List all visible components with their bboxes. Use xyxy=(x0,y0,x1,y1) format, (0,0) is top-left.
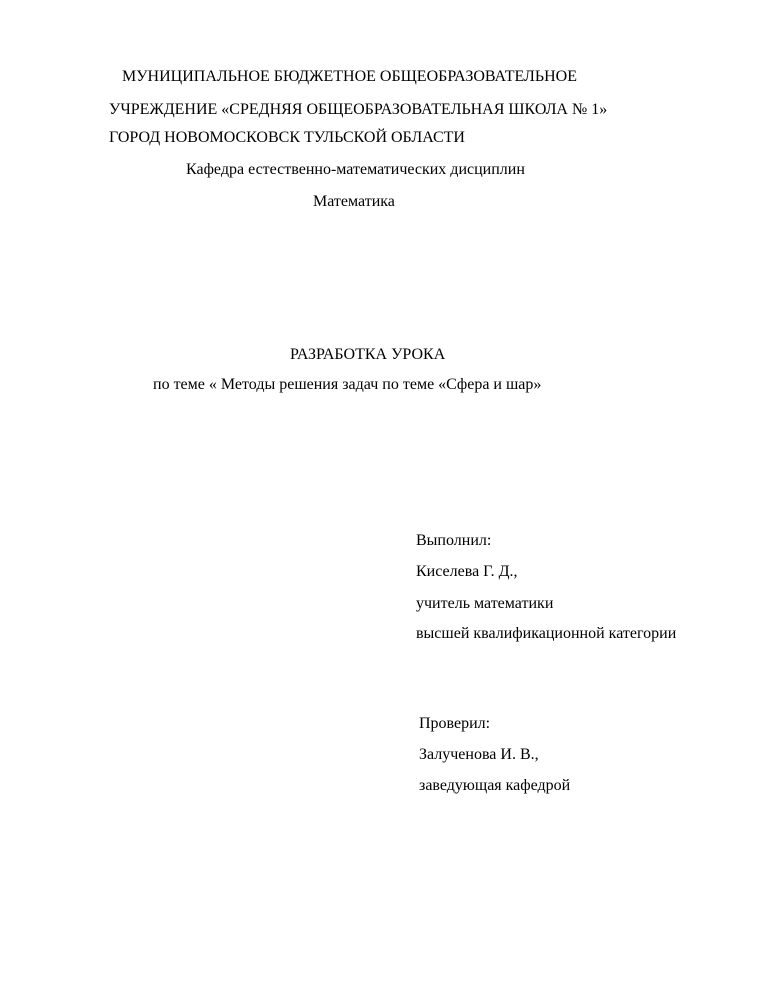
subject-name: Математика xyxy=(313,193,395,210)
school-name-line-1: МУНИЦИПАЛЬНОЕ БЮДЖЕТНОЕ ОБЩЕОБРАЗОВАТЕЛЬНОЕ xyxy=(122,68,577,85)
reviewer-name: Залученова И. В., xyxy=(419,746,539,763)
department-name: Кафедра естественно-математических дисциплин xyxy=(186,161,525,178)
author-label: Выполнил: xyxy=(416,532,492,549)
author-name: Киселева Г. Д., xyxy=(416,563,518,580)
document-title: РАЗРАБОТКА УРОКА xyxy=(290,346,446,363)
reviewer-label: Проверил: xyxy=(419,715,491,732)
author-category: высшей квалификационной категории xyxy=(416,625,677,642)
reviewer-position: заведующая кафедрой xyxy=(419,777,571,794)
school-name-line-2: УЧРЕЖДЕНИЕ «СРЕДНЯЯ ОБЩЕОБРАЗОВАТЕЛЬНАЯ ШКОЛА № 1» xyxy=(109,101,608,118)
author-position: учитель математики xyxy=(416,595,554,612)
school-name-line-3: ГОРОД НОВОМОСКОВСК ТУЛЬСКОЙ ОБЛАСТИ xyxy=(109,129,465,146)
document-topic: по теме « Методы решения задач по теме «Сфера и шар» xyxy=(153,376,542,393)
